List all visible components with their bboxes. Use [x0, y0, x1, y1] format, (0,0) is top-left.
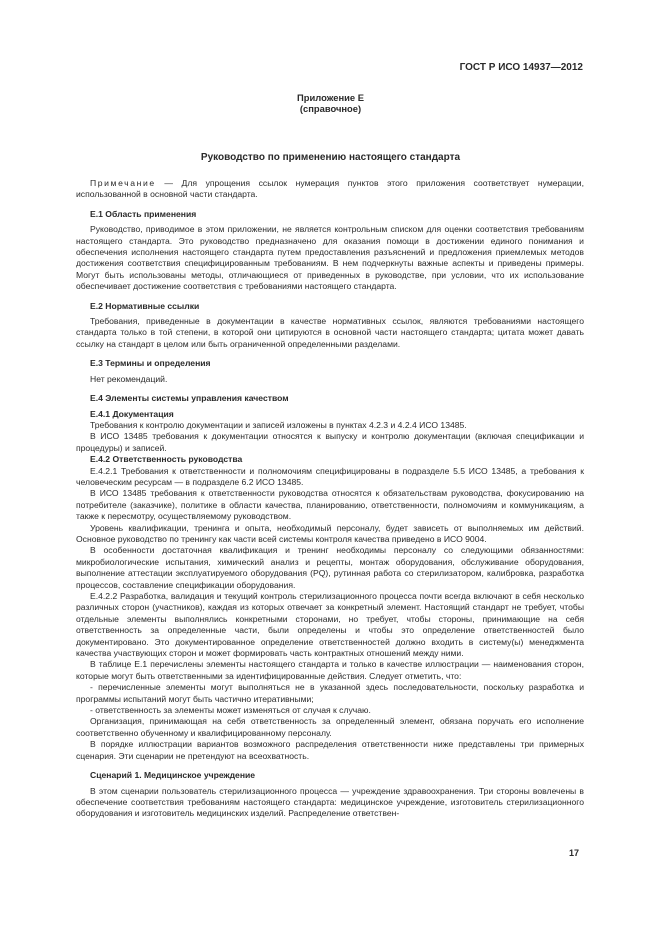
subsection-heading-e42: Е.4.2 Ответственность руководства: [90, 454, 243, 465]
paragraph: В ИСО 13485 требования к документации относятся к выпуску и контролю документации (включая спецификации и процедуры) и записей.: [76, 431, 584, 453]
paragraph: Требования, приведенные в документации в качестве нормативных ссылок, являются требованиями настоящего стандарта только в той степени, в которой они цитируются в основной части настоящего стандарта; цитата может давать ссылку на стандарт в целом или быть ограниченной определенными разделами.: [76, 316, 584, 349]
list-item: - перечисленные элементы могут выполняться не в указанной здесь последовательности, поскольку разработка и программы испытаний могут быть частично итеративными;: [76, 682, 584, 704]
annex-subtitle: (справочное): [299, 103, 362, 114]
subsection-heading-e41: Е.4.1 Документация: [90, 408, 174, 419]
paragraph: Организация, принимающая на себя ответственность за определенный элемент, обязана поручать его исполнение соответственно обученному и квалифицированному персоналу.: [76, 716, 584, 738]
main-title: Руководство по применению настоящего стандарта: [200, 152, 461, 163]
paragraph: В особенности достаточная квалификация и тренинг необходимы персоналу со следующими обязанностями: микробиологические испытания, химический анализ и рецепты, монтаж оборудования, обслуживание оборудования, выполнение аттестации эксплуатируемого оборудования (PQ), рутинная работа со стерилизатором, калибровка, разработка процессов, составление спецификации оборудования.: [76, 545, 584, 590]
paragraph: В этом сценарии пользователь стерилизационного процесса — учреждение здравоохранения. Три стороны вовлечены в обеспечение соответствия требованиям настоящего стандарта: медицинское учреждение, изготовитель стерилизационного оборудования и изготовитель медицинских изделий. Распределение ответствен-: [76, 785, 584, 819]
paragraph: В порядке иллюстрации вариантов возможного распределения ответственности ниже представлены три примерных сценария. Эти сценарии не претендуют на всеохватность.: [76, 739, 584, 761]
standard-code: ГОСТ Р ИСО 14937—2012: [459, 62, 583, 73]
note-label: Примечание: [90, 178, 156, 188]
note-paragraph: [76, 178, 584, 201]
section-heading-e1: Е.1 Область применения: [90, 208, 197, 219]
document-body: [76, 178, 584, 820]
paragraph: Требования к контролю документации и записей изложены в пунктах 4.2.3 и 4.2.4 ИСО 13485.: [90, 419, 467, 430]
paragraph: В таблице Е.1 перечислены элементы настоящего стандарта и только в качестве иллюстрации — наименования сторон, которые могут быть ответственными за идентифицированные действия. Следует отметить, что:: [76, 659, 584, 681]
paragraph: Е.4.2.2 Разработка, валидация и текущий контроль стерилизационного процесса почти всегда включают в себя несколько различных сторон (участников), каждая из которых отвечает за конкретный элемент. Настоящий стандарт не требует, чтобы отдельные элементы выполнялись конкретными сторонами, но требует, чтобы стороны, принимающие на себя ответственность за определенные части, были определены и чтобы это определение ответственностей было документировано. Это документированное определение ответственностей должно входить в систему(ы) менеджмента качества участвующих сторон и может формировать часть контрактных отношений между ними.: [76, 591, 584, 659]
paragraph: В ИСО 13485 требования к ответственности руководства относятся к обязательствам руководства, фокусированию на потребителе (заказчике), политике в области качества, планированию, ответственности, полномочиям и коммуникациям, а также к пересмотру, осуществляемому руководством.: [76, 488, 584, 522]
section-heading-e4: Е.4 Элементы системы управления качеством: [90, 393, 289, 404]
paragraph: Нет рекомендаций.: [90, 373, 168, 384]
paragraph: Уровень квалификации, тренинга и опыта, необходимый персоналу, будет зависеть от выполняемых им действий. Основное руководство по тренингу как части всей системы контроля качества приведено в ИСО 9004.: [76, 522, 584, 544]
paragraph: Руководство, приводимое в этом приложении, не является контрольным списком для оценки соответствия требованиям настоящего стандарта. Это руководство предназначено для оказания помощи в достижении единого понимания и обеспечения исполнения настоящего стандарта путем предоставления разъяснений и предложения приемлемых методов достижения соответствия специфицированным требованиям. В нем подчеркнуты важные аспекты и приведены примеры. Могут быть использованы методы, отличающиеся от приведенных в руководстве, при условии, что их использование обеспечивает достижение соответствия с требованиями настоящего стандарта.: [76, 224, 584, 292]
scenario-heading: Сценарий 1. Медицинское учреждение: [90, 770, 256, 781]
list-item: - ответственность за элементы может изменяться от случая к случаю.: [90, 705, 371, 716]
annex-title: Приложение Е: [297, 92, 364, 103]
note-text: — Для упрощения ссылок нумерация пунктов этого приложения соответствует нумерации, использованной в основной части стандарта.: [76, 178, 584, 200]
page-number: 17: [568, 848, 579, 858]
section-heading-e3: Е.3 Термины и определения: [90, 358, 211, 369]
paragraph: Е.4.2.1 Требования к ответственности и полномочиям специфицированы в подразделе 5.5 ИСО 13485, а требования к человеческим ресурсам — в подразделе 6.2 ИСО 13485.: [76, 465, 584, 487]
section-heading-e2: Е.2 Нормативные ссылки: [90, 300, 200, 311]
